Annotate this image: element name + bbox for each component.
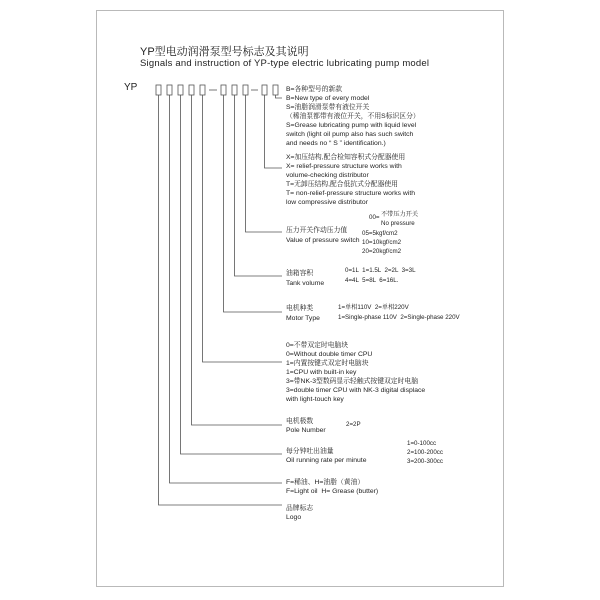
pressure-opt3: 20=20kgf/cm2 <box>362 248 402 255</box>
code-box-pressure <box>243 85 248 95</box>
leader-pressure <box>246 95 283 232</box>
distributor-line-1: X=加压结构,配合检知容积式分配器使用 <box>286 154 406 161</box>
motor-options-en: 1=Single-phase 110V 2=Single-phase 220V <box>338 314 460 321</box>
code-box-logo <box>156 85 161 95</box>
timer-line-1: 0=不带双定时电脑块 <box>286 342 349 349</box>
timer-line-3: 1=内置按键式双定时电脑块 <box>286 360 369 367</box>
new-type-line-6: switch (light oil pump also has such switch <box>286 131 414 138</box>
leader-timer <box>203 95 283 362</box>
pressure-label-cn: 压力开关作动压力值 <box>286 227 348 234</box>
model-prefix: YP <box>124 82 138 93</box>
tank-label-en: Tank volume <box>286 280 325 287</box>
code-box-tank <box>232 85 237 95</box>
pressure-label-en: Value of pressure switch <box>286 237 360 244</box>
pressure-opt2: 10=10kgf/cm2 <box>362 239 402 246</box>
distributor-line-5: T= non-relief-pressure structure works with <box>286 190 415 197</box>
pressure-opt0-code: 00= <box>369 214 380 221</box>
new-type-line-5: S=Grease lubricating pump with liquid level <box>286 122 417 129</box>
leader-new-type <box>276 95 283 98</box>
leader-tank <box>235 95 283 276</box>
leader-distributor <box>265 95 283 168</box>
motor-label-en: Motor Type <box>286 315 320 322</box>
pressure-opt1: 05=5kgf/cm2 <box>362 230 398 237</box>
logo-label-en: Logo <box>286 514 302 521</box>
poles-label-en: Pole Number <box>286 427 326 434</box>
code-box-oil-type <box>167 85 172 95</box>
code-box-distributor <box>262 85 267 95</box>
code-box-poles <box>189 85 194 95</box>
new-type-line-4: （稀油泵都带有液位开关，不用S标识区分） <box>286 113 420 120</box>
new-type-line-2: B=New type of every model <box>286 95 370 102</box>
motor-label-cn: 电机种类 <box>286 305 314 312</box>
tank-label-cn: 油箱容积 <box>286 270 314 277</box>
logo-label-cn: 品牌标志 <box>286 505 314 512</box>
code-box-new-type <box>273 85 278 95</box>
oil-type-en: F=Light oil H= Grease (butter) <box>286 488 379 495</box>
timer-line-5: 3=带NK-3型数码显示轻触式按键双定时电脑 <box>286 378 418 385</box>
motor-options-cn: 1=单相110V 2=单相220V <box>338 304 409 311</box>
timer-line-2: 0=Without double timer CPU <box>286 351 373 358</box>
distributor-line-2: X= relief-pressure structure works with <box>286 163 402 170</box>
code-box-timer <box>200 85 205 95</box>
oil-rate-opt1: 1=0-100cc <box>407 440 437 447</box>
oil-rate-label-en: Oil running rate per minute <box>286 457 367 464</box>
distributor-line-6: low compressive distributor <box>286 199 368 206</box>
leader-poles <box>192 95 283 425</box>
oil-rate-opt2: 2=100-200cc <box>407 449 443 456</box>
pressure-opt0-en: No pressure <box>381 220 415 227</box>
timer-line-7: with light-touch key <box>286 396 344 403</box>
poles-label-cn: 电机极数 <box>286 418 314 425</box>
title-chinese: YP型电动润滑泵型号标志及其说明 <box>140 46 309 58</box>
new-type-line-1: B=各种型号的新款 <box>286 86 343 93</box>
code-box-oil-rate <box>178 85 183 95</box>
leader-motor <box>224 95 283 312</box>
tank-options-row-1: 0=1L 1=1.5L 2=2L 3=3L <box>345 267 416 274</box>
distributor-line-4: T=无卸压结构,配合低抗式分配器使用 <box>286 181 398 188</box>
pressure-opt0-cn: 不带压力开关 <box>381 211 419 218</box>
oil-rate-label-cn: 每分钟吐出油量 <box>286 448 334 455</box>
timer-line-6: 3=double timer CPU with NK-3 digital displace <box>286 387 426 394</box>
timer-line-4: 1=CPU with built-in key <box>286 369 357 376</box>
poles-value: 2=2P <box>346 421 361 428</box>
distributor-line-3: volume-checking distributor <box>286 172 369 179</box>
oil-type-cn: F=稀油、H=油脂（黄油） <box>286 479 365 486</box>
leader-oil-rate <box>181 95 283 454</box>
tank-options-row-2: 4=4L 5=8L 6=16L. <box>345 277 399 284</box>
new-type-line-3: S=油脂润滑泵带有液位开关 <box>286 104 370 111</box>
leader-logo <box>159 95 283 505</box>
new-type-line-7: and needs no “ S ” identification.) <box>286 140 386 147</box>
oil-rate-opt3: 3=200-300cc <box>407 458 443 465</box>
code-box-motor <box>221 85 226 95</box>
title-english: Signals and instruction of YP-type electric lubricating pump model <box>140 58 430 69</box>
